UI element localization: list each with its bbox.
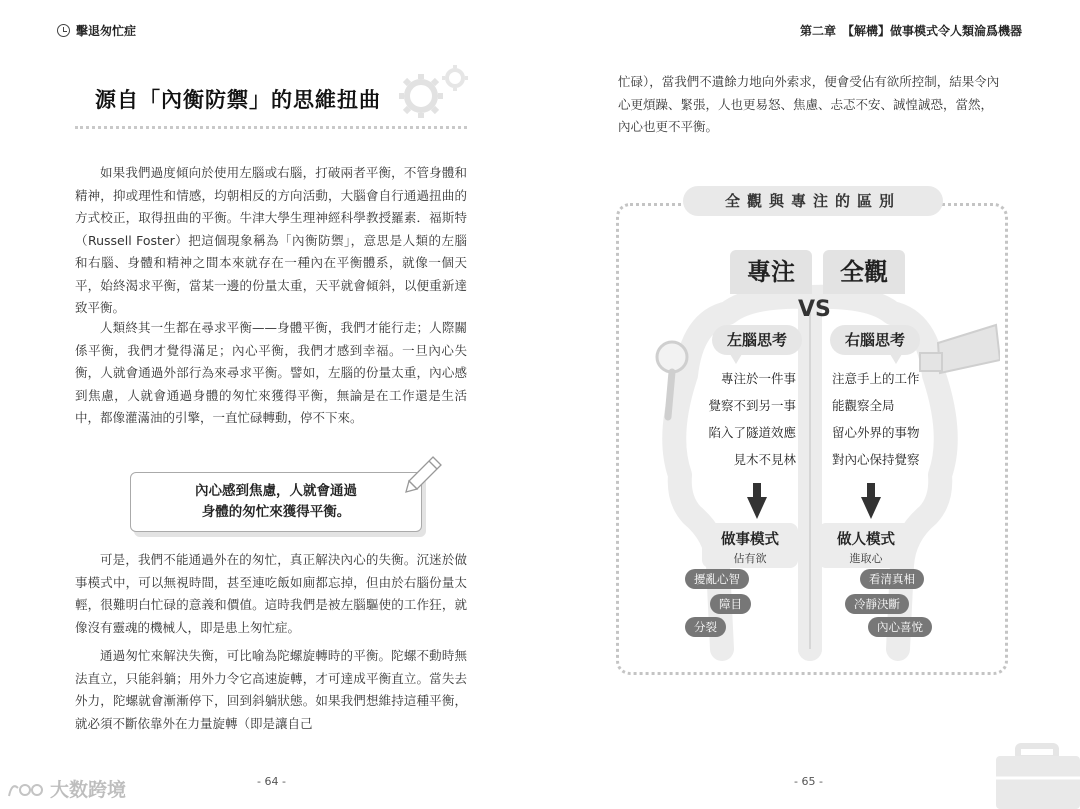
right-page bbox=[540, 0, 1080, 809]
section-divider bbox=[75, 126, 467, 129]
page-number-right: - 65 - bbox=[794, 775, 823, 788]
mode-subtitle: 佔有欲 bbox=[733, 552, 767, 565]
right-brain-bubble: 右腦思考 bbox=[830, 325, 920, 355]
page-number-left: - 64 - bbox=[257, 775, 286, 788]
vs-label: VS bbox=[798, 297, 831, 322]
left-trait: 陷入了隧道效應 bbox=[708, 425, 796, 440]
left-trait: 覺察不到另一事 bbox=[708, 398, 796, 413]
callout-line-1: 內心感到焦慮，人就會通過 bbox=[195, 483, 357, 499]
mode-subtitle: 進取心 bbox=[849, 552, 883, 565]
right-trait: 留心外界的事物 bbox=[832, 425, 920, 440]
doing-mode-box bbox=[702, 523, 798, 568]
watermark-text: 大数跨境 bbox=[50, 779, 127, 801]
mode-name: 做人模式 bbox=[837, 532, 895, 548]
clock-icon bbox=[57, 24, 70, 37]
diagram-title: 全觀與專注的區別 bbox=[683, 186, 943, 216]
right-paragraph: 忙碌），當我們不遺餘力地向外索求，便會受佔有欲所控制，結果令內心更煩躁、緊張，人也更易怒、焦慮、忐忑不安、誠惶誠恐，當然，內心也更不平衡。 bbox=[618, 74, 1000, 134]
arrow-down-icon bbox=[861, 483, 881, 519]
section-title: 源自「內衡防禦」的思維扭曲 bbox=[95, 88, 381, 112]
outcome-pill: 擾亂心智 bbox=[685, 569, 749, 589]
right-trait: 注意手上的工作 bbox=[832, 371, 920, 386]
paragraph-1: 如果我們過度傾向於使用左腦或右腦，打破兩者平衡，不管身體和精神，抑或理性和情感，均朝相反的方向活動，大腦會自行通過扭曲的方式校正，取得扭曲的平衡。牛津大學生理神經科學教授羅素．福斯特（Russell Foster）把這個現象稱為「內衡防禦」，意思是人類的左腦和右腦、身體和精神之間本來就存在一種內在平衡體系，就像一個天平，始終渴求平衡，當某一邊的份量太重，天平就會傾斜，以便重新達致平衡。 bbox=[75, 165, 467, 315]
pencil-icon bbox=[403, 453, 445, 495]
outcome-pill: 冷靜決斷 bbox=[845, 594, 909, 614]
left-trait: 專注於一件事 bbox=[720, 371, 796, 386]
running-head-left bbox=[57, 22, 136, 39]
running-head-right: 第二章 【解構】做事模式令人類淪爲機器 bbox=[799, 24, 1022, 38]
right-trait: 能觀察全局 bbox=[832, 398, 895, 413]
outcome-pill: 分裂 bbox=[685, 617, 726, 637]
watermark-logo-icon bbox=[6, 778, 46, 800]
outcome-pill: 內心喜悅 bbox=[868, 617, 932, 637]
paragraph-2: 人類終其一生都在尋求平衡——身體平衡，我們才能行走；人際關係平衡，我們才覺得滿足；內心平衡，我們才感到幸福。一旦內心失衡，人就會通過外部行為來尋求平衡。譬如，左腦的份量太重，內心感到焦慮，人就會通過身體的匆忙來獲得平衡，無論是在工作還是生活中，都像灌滿油的引擎，一直忙碌轉動，停不下來。 bbox=[75, 320, 467, 425]
being-mode-box bbox=[818, 523, 914, 568]
outcome-pill: 障目 bbox=[710, 594, 751, 614]
book-title: 擊退匆忙症 bbox=[76, 24, 137, 38]
watermark bbox=[6, 775, 126, 802]
outcome-pill: 看清真相 bbox=[860, 569, 924, 589]
right-trait: 對內心保持覺察 bbox=[832, 452, 920, 467]
gears-icon bbox=[395, 62, 475, 122]
mode-name: 做事模式 bbox=[721, 532, 779, 548]
briefcase-icon bbox=[996, 740, 1080, 809]
left-brain-bubble: 左腦思考 bbox=[712, 325, 802, 355]
paragraph-3: 可是，我們不能通過外在的匆忙，真正解決內心的失衡。沉迷於做事模式中，可以無視時間，甚至連吃飯如廁都忘掉，但由於右腦份量太輕，很難明白忙碌的意義和價值。這時我們是被左腦驅使的工作狂，就像沒有靈魂的機械人，即是患上匆忙症。 bbox=[75, 552, 467, 635]
tab-focus: 專注 bbox=[730, 250, 812, 294]
tab-overview: 全觀 bbox=[823, 250, 905, 294]
callout-line-2: 身體的匆忙來獲得平衡。 bbox=[201, 504, 351, 520]
callout-box bbox=[130, 472, 422, 532]
paragraph-4: 通過匆忙來解決失衡，可比喻為陀螺旋轉時的平衡。陀螺不動時無法直立，只能斜躺；用外力令它高速旋轉，才可達成平衡直立。當失去外力，陀螺就會漸漸停下，回到斜躺狀態。如果我們想維持這種平衡，就必須不斷依靠外在力量旋轉（即是讓自己 bbox=[75, 648, 467, 731]
left-trait: 見木不見林 bbox=[733, 452, 796, 467]
arrow-down-icon bbox=[747, 483, 767, 519]
